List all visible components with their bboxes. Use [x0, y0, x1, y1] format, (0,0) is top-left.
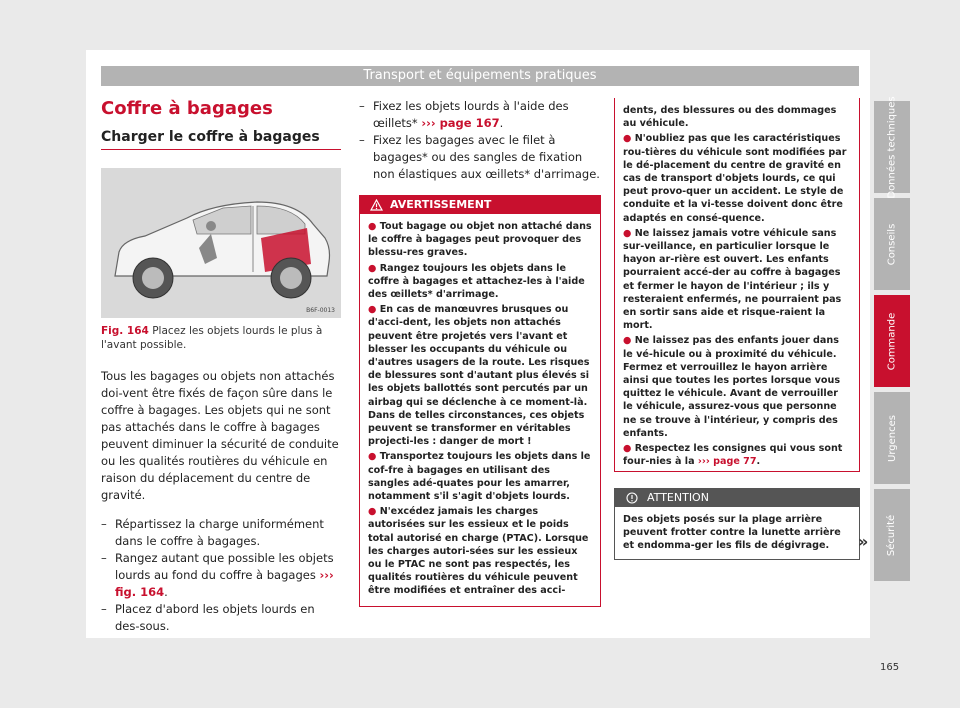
car-cutaway-icon	[101, 168, 341, 318]
attention-title: ATTENTION	[647, 491, 709, 504]
tab-conseils[interactable]: Conseils	[874, 198, 910, 290]
instruction-list-continued	[359, 98, 601, 183]
list-item-text: Fixez les objets lourds à l'aide des œillets*	[373, 99, 569, 130]
bullet-icon: ●	[623, 335, 635, 347]
list-item-text: Rangez autant que possible les objets lourds au fond du coffre à bagages	[115, 550, 334, 582]
tab-securite[interactable]: Sécurité	[874, 489, 910, 581]
list-item	[359, 98, 601, 132]
list-item	[101, 550, 341, 601]
instruction-list	[101, 516, 341, 635]
tab-urgences[interactable]: Urgences	[874, 392, 910, 484]
right-column	[614, 98, 860, 560]
attention-header	[615, 489, 859, 507]
attention-body: Des objets posés sur la plage arrière peuvent frotter contre la lunette arrière et endomma-ger les fils de dégivrage.	[623, 514, 841, 552]
middle-column	[359, 98, 601, 607]
list-item: – Placez d'abord les objets lourds en des-sous.	[101, 601, 341, 635]
warning-item: ● Ne laissez jamais votre véhicule sans sur-veillance, en particulier lorsque le hayon ar-rière est ouvert. Les enfants pourraient accé-der au coffre à bagages et fermer le hayon de l'intérieur ; ils y resteraient enfermés, ne pourraient pas en sortir sans aide et risque-raient la mort.	[623, 227, 842, 332]
warning-item: ● Ne laissez pas des enfants jouer dans le vé-hicule ou à proximité du véhicule. Fermez et verrouillez le hayon arrière ainsi que toutes les portes lorsque vous quittez le véhicule. Avant de verrouiller le véhicule, assurez-vous que personne ne se trouve à l'intérieur, y compris des enfants.	[623, 335, 841, 439]
running-header-title: Transport et équipements pratiques	[363, 68, 597, 83]
figure-caption-text: Placez les objets lourds le plus à l'avant possible.	[101, 325, 323, 351]
attention-box	[614, 488, 860, 560]
warning-box	[359, 195, 601, 607]
warning-title: AVERTISSEMENT	[390, 198, 492, 211]
tab-donnees-techniques[interactable]: Données techniques	[874, 101, 910, 193]
left-column	[101, 98, 341, 635]
warning-body	[360, 214, 600, 606]
warning-item: dents, des blessures ou des dommages au véhicule.	[623, 105, 837, 130]
bullet-icon: ●	[368, 304, 380, 316]
page-reference-link[interactable]: ››› page 167	[421, 116, 500, 130]
figure-car-illustration	[101, 168, 341, 318]
bullet-icon: ●	[623, 443, 635, 455]
page-reference-link[interactable]: ››› page 77	[697, 456, 757, 468]
running-header	[101, 66, 859, 86]
warning-item: ● En cas de manœuvres brusques ou d'acci-dent, les objets non attachés peuvent être projetés vers l'avant et blesser les occupants du véhicule ou d'autres usagers de la route. Les risques de blessures sont d'autant plus élevés si les objets ballottés sont percutés par un airbag qui se déclenche à ce moment-là. Dans de telles circonstances, ces objets peuvent se transformer en véritables projecti-les : danger de mort !	[368, 304, 590, 448]
figure-label: Fig. 164	[101, 325, 149, 337]
figure-code: B6F-0013	[306, 307, 335, 314]
bullet-icon: ●	[368, 262, 380, 274]
continue-arrow-icon: »	[858, 532, 869, 551]
intro-paragraph: Tous les bagages ou objets non attachés doi-vent être fixés de façon sûre dans le coffre à bagages. Les objets qui ne sont pas attachés dans le coffre à bagages peuvent diminuer la sécurité de conduite ou les qualités routières du véhicule en raison du déplacement du centre de gravité.	[101, 369, 339, 502]
list-item-end: .	[164, 584, 168, 599]
attention-circle-icon	[626, 492, 638, 504]
bullet-icon: ●	[623, 227, 635, 239]
bullet-icon: ●	[368, 506, 380, 518]
warning-item: ● Transportez toujours les objets dans le cof-fre à bagages en utilisant des sangles adé-quates pour les amarrer, notamment s'il s'agit d'objets lourds.	[368, 451, 591, 503]
warning-item: ● Respectez les consignes qui vous sont four-nies à la ››› page 77.	[623, 443, 843, 468]
bullet-icon: ●	[368, 221, 380, 232]
figure-reference-link[interactable]: ››› fig. 164	[115, 567, 334, 599]
warning-item: ● N'excédez jamais les charges autorisées sur les essieux et le poids total autorisé en charge (PTAC). Lorsque les charges autori-sées sur les essieux ou le PTAC ne sont pas respectés, les qualités routières du véhicule peuvent être modifiées et entraîner des acci-	[368, 506, 589, 597]
bullet-icon: ●	[623, 133, 635, 145]
warning-item: ● N'oubliez pas que les caractéristiques rou-tières du véhicule sont modifiées par le dé-placement du centre de gravité en cas de transport d'objets lourds, ce qui peut provo-quer un accident. Le style de conduite et la vi-tesse doivent donc être adaptés en consé-quence.	[623, 133, 847, 224]
tab-commande[interactable]: Commande	[874, 295, 910, 387]
warning-item: ● Rangez toujours les objets dans le coffre à bagages et attachez-les à l'aide des œillets* d'arrimage.	[368, 262, 585, 301]
warning-triangle-icon	[370, 199, 383, 211]
subsection-title: Charger le coffre à bagages	[101, 129, 341, 150]
list-item: – Répartissez la charge uniformément dans le coffre à bagages.	[101, 516, 341, 550]
bullet-icon: ●	[368, 451, 380, 463]
section-title: Coffre à bagages	[101, 98, 273, 119]
page-number: 165	[880, 662, 900, 673]
figure-caption	[101, 324, 341, 352]
list-item-end: .	[499, 116, 504, 130]
warning-box-continued	[614, 98, 860, 472]
warning-header	[360, 196, 600, 214]
warning-item: ● Tout bagage ou objet non attaché dans le coffre à bagages peut provoquer des blessu-res graves.	[368, 221, 592, 259]
list-item: – Fixez les bagages avec le filet à bagages* ou des sangles de fixation non élastiques aux œillets* d'arrimage.	[359, 132, 601, 183]
